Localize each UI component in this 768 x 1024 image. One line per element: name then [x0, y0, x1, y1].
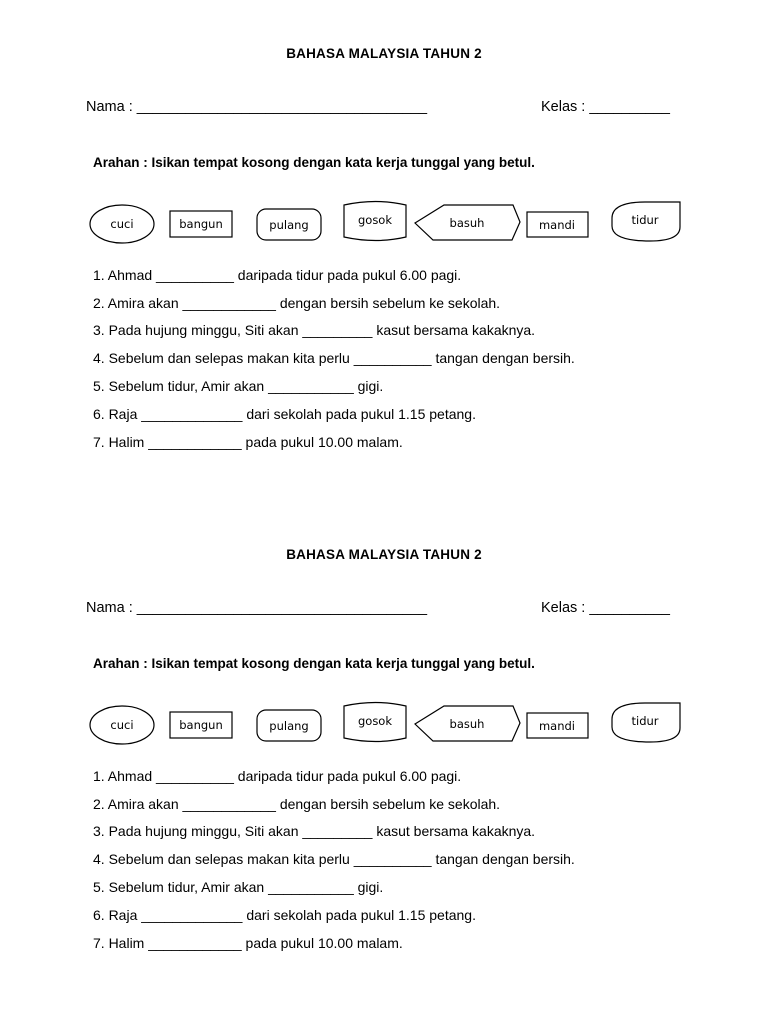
word-bangun: bangun — [179, 718, 223, 732]
question-1: 1. Ahmad __________ daripada tidur pada pukul 6.00 pagi. — [93, 267, 462, 283]
name-field: Nama : ____________________________________ — [86, 600, 428, 616]
question-1: 1. Ahmad __________ daripada tidur pada pukul 6.00 pagi. — [93, 768, 462, 784]
word-shape-rectangle — [170, 712, 232, 738]
word-pulang: pulang — [269, 719, 309, 733]
question-3: 3. Pada hujung minggu, Siti akan _________ kasut bersama kakaknya. — [93, 322, 536, 338]
word-cuci: cuci — [110, 718, 134, 732]
word-basuh: basuh — [449, 717, 485, 731]
word-bank — [0, 200, 768, 244]
question-4: 4. Sebelum dan selepas makan kita perlu __________ tangan dengan bersih. — [93, 851, 575, 867]
name-field: Nama : ____________________________________ — [86, 99, 428, 115]
word-bank-shapes — [0, 200, 768, 244]
word-shape-oval — [90, 706, 154, 744]
word-gosok: gosok — [357, 213, 393, 227]
word-bank — [0, 701, 768, 745]
class-field: Kelas : __________ — [541, 99, 670, 115]
question-4: 4. Sebelum dan selepas makan kita perlu __________ tangan dengan bersih. — [93, 350, 575, 366]
question-6: 6. Raja _____________ dari sekolah pada pukul 1.15 petang. — [93, 406, 476, 422]
word-shape-pentagon — [415, 205, 520, 240]
word-basuh: basuh — [449, 216, 485, 230]
word-shape-rectangle — [527, 212, 588, 237]
worksheet-title: BAHASA MALAYSIA TAHUN 2 — [286, 46, 482, 61]
word-shape-rectangle — [527, 713, 588, 738]
word-shape-rectangle — [170, 211, 232, 237]
word-mandi: mandi — [538, 218, 576, 232]
question-7: 7. Halim ____________ pada pukul 10.00 malam. — [93, 935, 403, 951]
word-tidur: tidur — [631, 714, 659, 728]
word-shape-scroll — [612, 202, 680, 241]
instruction-text: Arahan : Isikan tempat kosong dengan kata kerja tunggal yang betul. — [93, 155, 535, 170]
word-shape-pentagon — [415, 706, 520, 741]
worksheet-title: BAHASA MALAYSIA TAHUN 2 — [286, 547, 482, 562]
question-6: 6. Raja _____________ dari sekolah pada pukul 1.15 petang. — [93, 907, 476, 923]
word-shape-flag — [344, 202, 406, 241]
word-tidur: tidur — [631, 213, 659, 227]
word-shape-oval — [90, 205, 154, 243]
word-gosok: gosok — [357, 714, 393, 728]
word-cuci: cuci — [110, 217, 134, 231]
question-5: 5. Sebelum tidur, Amir akan ___________ gigi. — [93, 879, 384, 895]
worksheet — [0, 0, 768, 450]
word-shape-rounded-rectangle — [257, 710, 321, 741]
word-bangun: bangun — [179, 217, 223, 231]
word-pulang: pulang — [269, 218, 309, 232]
question-2: 2. Amira akan ____________ dengan bersih sebelum ke sekolah. — [93, 295, 501, 311]
word-mandi: mandi — [538, 719, 576, 733]
question-7: 7. Halim ____________ pada pukul 10.00 malam. — [93, 434, 403, 450]
class-field: Kelas : __________ — [541, 600, 670, 616]
word-shape-rounded-rectangle — [257, 209, 321, 240]
word-bank-shapes — [0, 701, 768, 745]
worksheet — [0, 501, 768, 951]
word-shape-scroll — [612, 703, 680, 742]
instruction-text: Arahan : Isikan tempat kosong dengan kata kerja tunggal yang betul. — [93, 656, 535, 671]
question-5: 5. Sebelum tidur, Amir akan ___________ gigi. — [93, 378, 384, 394]
question-2: 2. Amira akan ____________ dengan bersih sebelum ke sekolah. — [93, 796, 501, 812]
question-3: 3. Pada hujung minggu, Siti akan _________ kasut bersama kakaknya. — [93, 823, 536, 839]
word-shape-flag — [344, 703, 406, 742]
